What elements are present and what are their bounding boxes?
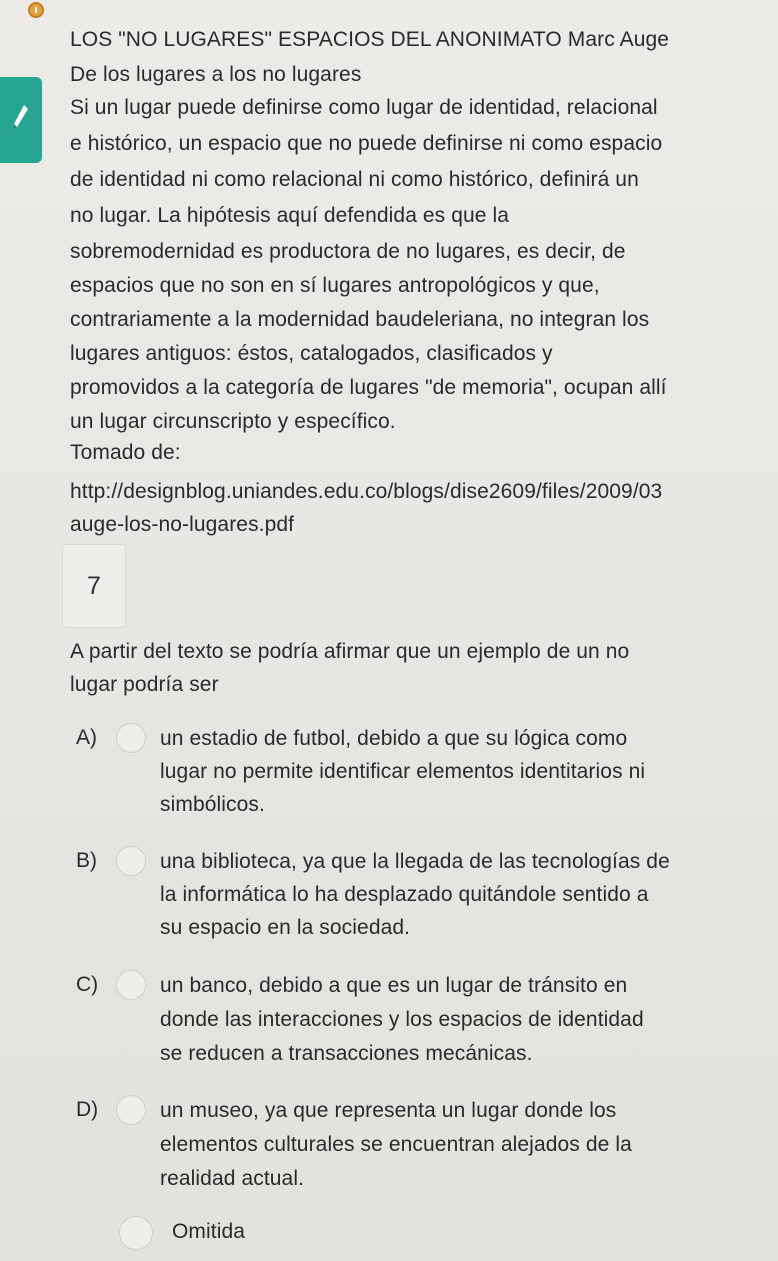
- option-line: un museo, ya que representa un lugar donde los: [160, 1099, 617, 1122]
- source-url-line: http://designblog.uniandes.edu.co/blogs/dise2609/files/2009/03: [70, 480, 663, 503]
- option-d-text[interactable]: [160, 1094, 632, 1196]
- passage-line: Si un lugar puede definirse como lugar de identidad, relacional: [70, 96, 658, 119]
- option-line: lugar no permite identificar elementos identitarios ni: [160, 760, 646, 783]
- option-c-radio[interactable]: [116, 970, 146, 1000]
- passage-line: de identidad ni como relacional ni como histórico, definirá un: [70, 168, 639, 191]
- option-b-radio[interactable]: [116, 846, 146, 876]
- option-line: realidad actual.: [160, 1167, 305, 1190]
- question-prompt: [70, 635, 629, 701]
- passage-line: un lugar circunscripto y específico.: [70, 410, 396, 433]
- option-d-letter: D): [76, 1098, 99, 1121]
- option-a-radio[interactable]: [116, 723, 146, 753]
- passage-title: LOS "NO LUGARES" ESPACIOS DEL ANONIMATO Marc Auge: [70, 28, 670, 51]
- pencil-icon: [10, 103, 30, 133]
- option-line: una biblioteca, ya que la llegada de las tecnologías de: [160, 850, 670, 873]
- passage-header: [70, 24, 669, 90]
- source-url: [70, 475, 662, 541]
- option-line: Omitida: [172, 1220, 246, 1243]
- option-a-text[interactable]: [160, 722, 645, 821]
- source-url-line: auge-los-no-lugares.pdf: [70, 513, 295, 536]
- passage-line: lugares antiguos: éstos, catalogados, clasificados y: [70, 342, 553, 365]
- passage-line: e histórico, un espacio que no puede definirse ni como espacio: [70, 132, 663, 155]
- option-b-text[interactable]: [160, 845, 670, 944]
- option-line: la informática lo ha desplazado quitándole sentido a: [160, 883, 649, 906]
- passage-line: espacios que no son en sí lugares antropológicos y que,: [70, 274, 600, 297]
- option-line: simbólicos.: [160, 793, 265, 816]
- source-label: Tomado de:: [70, 441, 181, 464]
- question-line: lugar podría ser: [70, 673, 219, 696]
- option-d-radio[interactable]: [116, 1095, 146, 1125]
- passage-line: no lugar. La hipótesis aquí defendida es que la: [70, 204, 510, 227]
- option-line: un banco, debido a que es un lugar de tránsito en: [160, 974, 628, 997]
- option-omitted-text[interactable]: [172, 1216, 245, 1247]
- edit-tab-button[interactable]: [0, 77, 42, 163]
- passage-line: contrariamente a la modernidad baudeleriana, no integran los: [70, 308, 650, 331]
- passage-line: promovidos a la categoría de lugares "de memoria", ocupan allí: [70, 376, 667, 399]
- option-line: se reducen a transacciones mecánicas.: [160, 1042, 533, 1065]
- option-line: un estadio de futbol, debido a que su lógica como: [160, 727, 628, 750]
- option-line: donde las interacciones y los espacios de identidad: [160, 1008, 644, 1031]
- option-b-letter: B): [76, 849, 97, 872]
- question-number: 7: [62, 544, 126, 628]
- option-line: elementos culturales se encuentran alejados de la: [160, 1133, 632, 1156]
- passage-line: sobremodernidad es productora de no lugares, es decir, de: [70, 240, 626, 263]
- option-omitted-radio[interactable]: [119, 1216, 153, 1250]
- option-c-letter: C): [76, 973, 99, 996]
- option-a-letter: A): [76, 726, 97, 749]
- alert-icon[interactable]: [28, 2, 44, 18]
- passage-body: [70, 89, 667, 439]
- option-line: su espacio en la sociedad.: [160, 916, 411, 939]
- question-line: A partir del texto se podría afirmar que un ejemplo de un no: [70, 640, 630, 663]
- passage-subtitle: De los lugares a los no lugares: [70, 63, 362, 86]
- option-c-text[interactable]: [160, 969, 644, 1071]
